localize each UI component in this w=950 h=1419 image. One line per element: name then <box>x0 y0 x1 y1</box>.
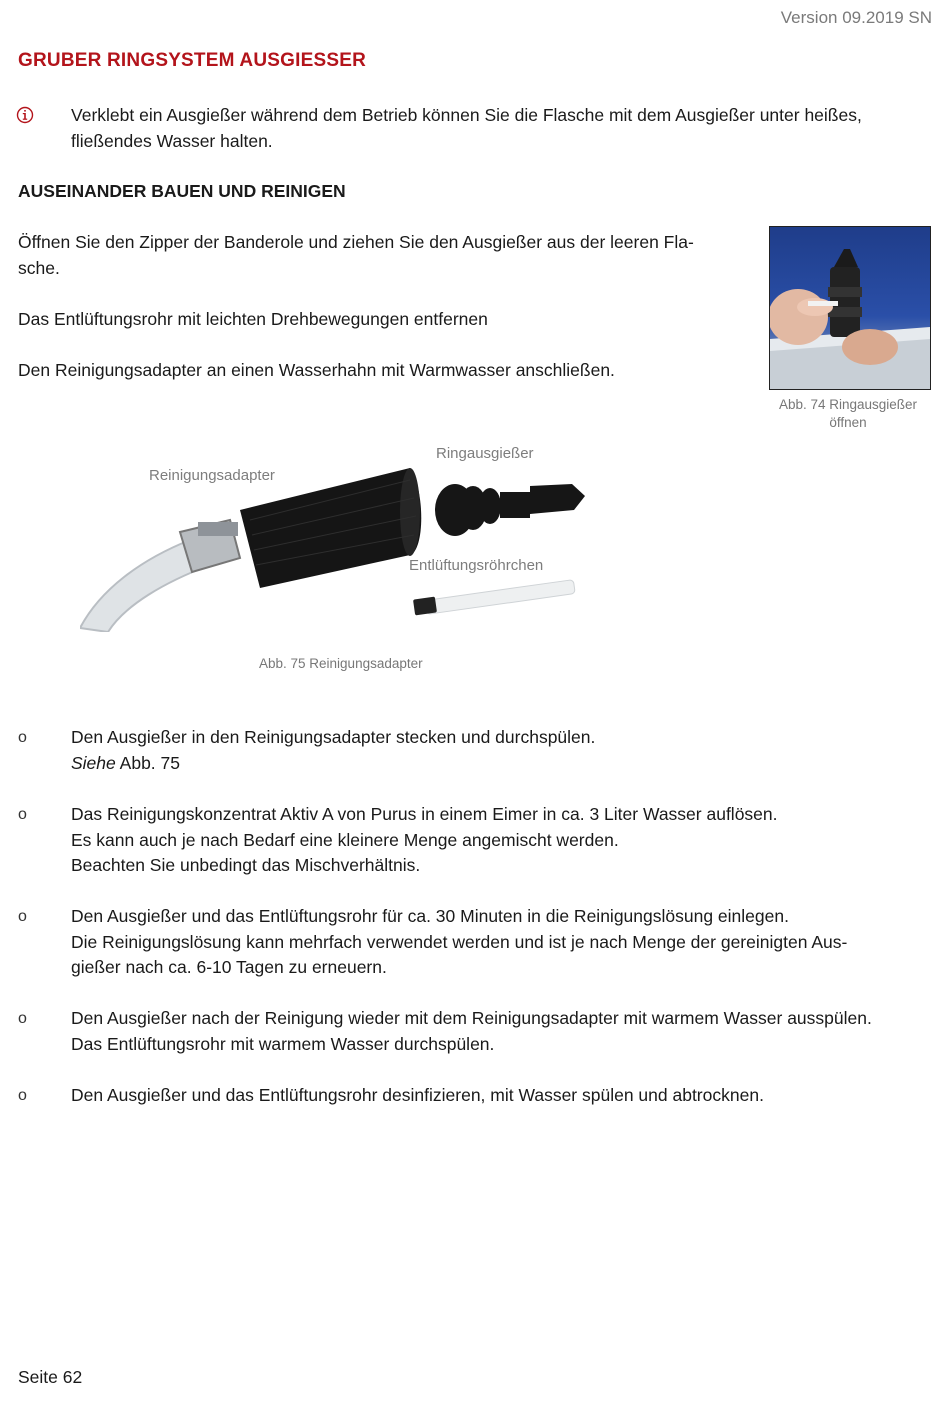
list-item-line: Das Entlüftungsrohr mit warmem Wasser durchspülen. <box>71 1033 495 1054</box>
version-label: Version 09.2019 SN <box>780 8 932 27</box>
list-item-line: Es kann auch je nach Bedarf eine kleinere Menge angemischt werden. <box>71 829 619 850</box>
list-item <box>71 1006 936 1057</box>
emphasis-text: Siehe <box>71 752 116 773</box>
list-item-line: Den Ausgießer nach der Reinigung wieder mit dem Reinigungsadapter mit warmem Wasser ausspülen. <box>71 1008 872 1028</box>
list-item-line: gießer nach ca. 6-10 Tagen zu erneuern. <box>71 957 387 977</box>
paragraph-line: Öffnen Sie den Zipper der Banderole und ziehen Sie den Ausgießer aus der leeren Fla- <box>18 232 694 252</box>
label-vent-tube: Entlüftungsröhrchen <box>409 557 544 574</box>
list-item-line: Beachten Sie unbedingt das Mischverhältnis. <box>71 855 421 875</box>
reference-text: Abb. 75 <box>115 752 180 773</box>
list-item <box>71 725 936 776</box>
caption-line: öffnen <box>829 415 867 430</box>
info-note <box>71 103 936 154</box>
list-bullet: o <box>18 729 27 746</box>
info-note-line: fließendes Wasser halten. <box>71 130 273 151</box>
section-heading: AUSEINANDER BAUEN UND REINIGEN <box>18 181 346 201</box>
page-number: Seite 62 <box>18 1367 83 1387</box>
photo-ring-pourer-opening <box>769 226 931 390</box>
paragraph-line: sche. <box>18 257 60 278</box>
list-item <box>71 904 936 981</box>
figure-74-caption <box>768 396 928 432</box>
paragraph-remove-tube: Das Entlüftungsrohr mit leichten Drehbewegungen entfernen <box>18 309 488 329</box>
list-item <box>71 802 936 879</box>
figure-75-caption: Abb. 75 Reinigungsadapter <box>259 656 423 671</box>
label-cleaning-adapter: Reinigungsadapter <box>149 467 275 484</box>
page-title: GRUBER RINGSYSTEM AUSGIESSER <box>18 50 366 71</box>
paragraph-connect-adapter: Den Reinigungsadapter an einen Wasserhahn mit Warmwasser anschließen. <box>18 360 615 380</box>
list-item-line: Die Reinigungslösung kann mehrfach verwendet werden und ist je nach Menge der gereinigten Aus- <box>71 931 848 952</box>
info-note-line: Verklebt ein Ausgießer während dem Betrieb können Sie die Flasche mit dem Ausgießer unter heißes, <box>71 105 862 125</box>
list-item-line: Den Ausgießer in den Reinigungsadapter stecken und durchspülen. <box>71 727 596 747</box>
list-item-line: Das Reinigungskonzentrat Aktiv A von Purus in einem Eimer in ca. 3 Liter Wasser auflösen. <box>71 804 778 824</box>
info-circle-icon <box>16 106 34 124</box>
list-item-line: Den Ausgießer und das Entlüftungsrohr für ca. 30 Minuten in die Reinigungslösung einlegen. <box>71 906 789 926</box>
caption-line: Abb. 74 Ringausgießer <box>778 397 918 412</box>
list-bullet: o <box>18 1010 27 1027</box>
label-ring-pourer: Ringausgießer <box>436 445 534 462</box>
list-bullet: o <box>18 806 27 823</box>
paragraph-open-zipper <box>18 230 748 281</box>
list-item <box>71 1083 936 1109</box>
list-bullet: o <box>18 908 27 925</box>
list-item-line: Den Ausgießer und das Entlüftungsrohr desinfizieren, mit Wasser spülen und abtrocknen. <box>71 1085 764 1105</box>
list-bullet: o <box>18 1087 27 1104</box>
list-item-line <box>71 751 936 777</box>
